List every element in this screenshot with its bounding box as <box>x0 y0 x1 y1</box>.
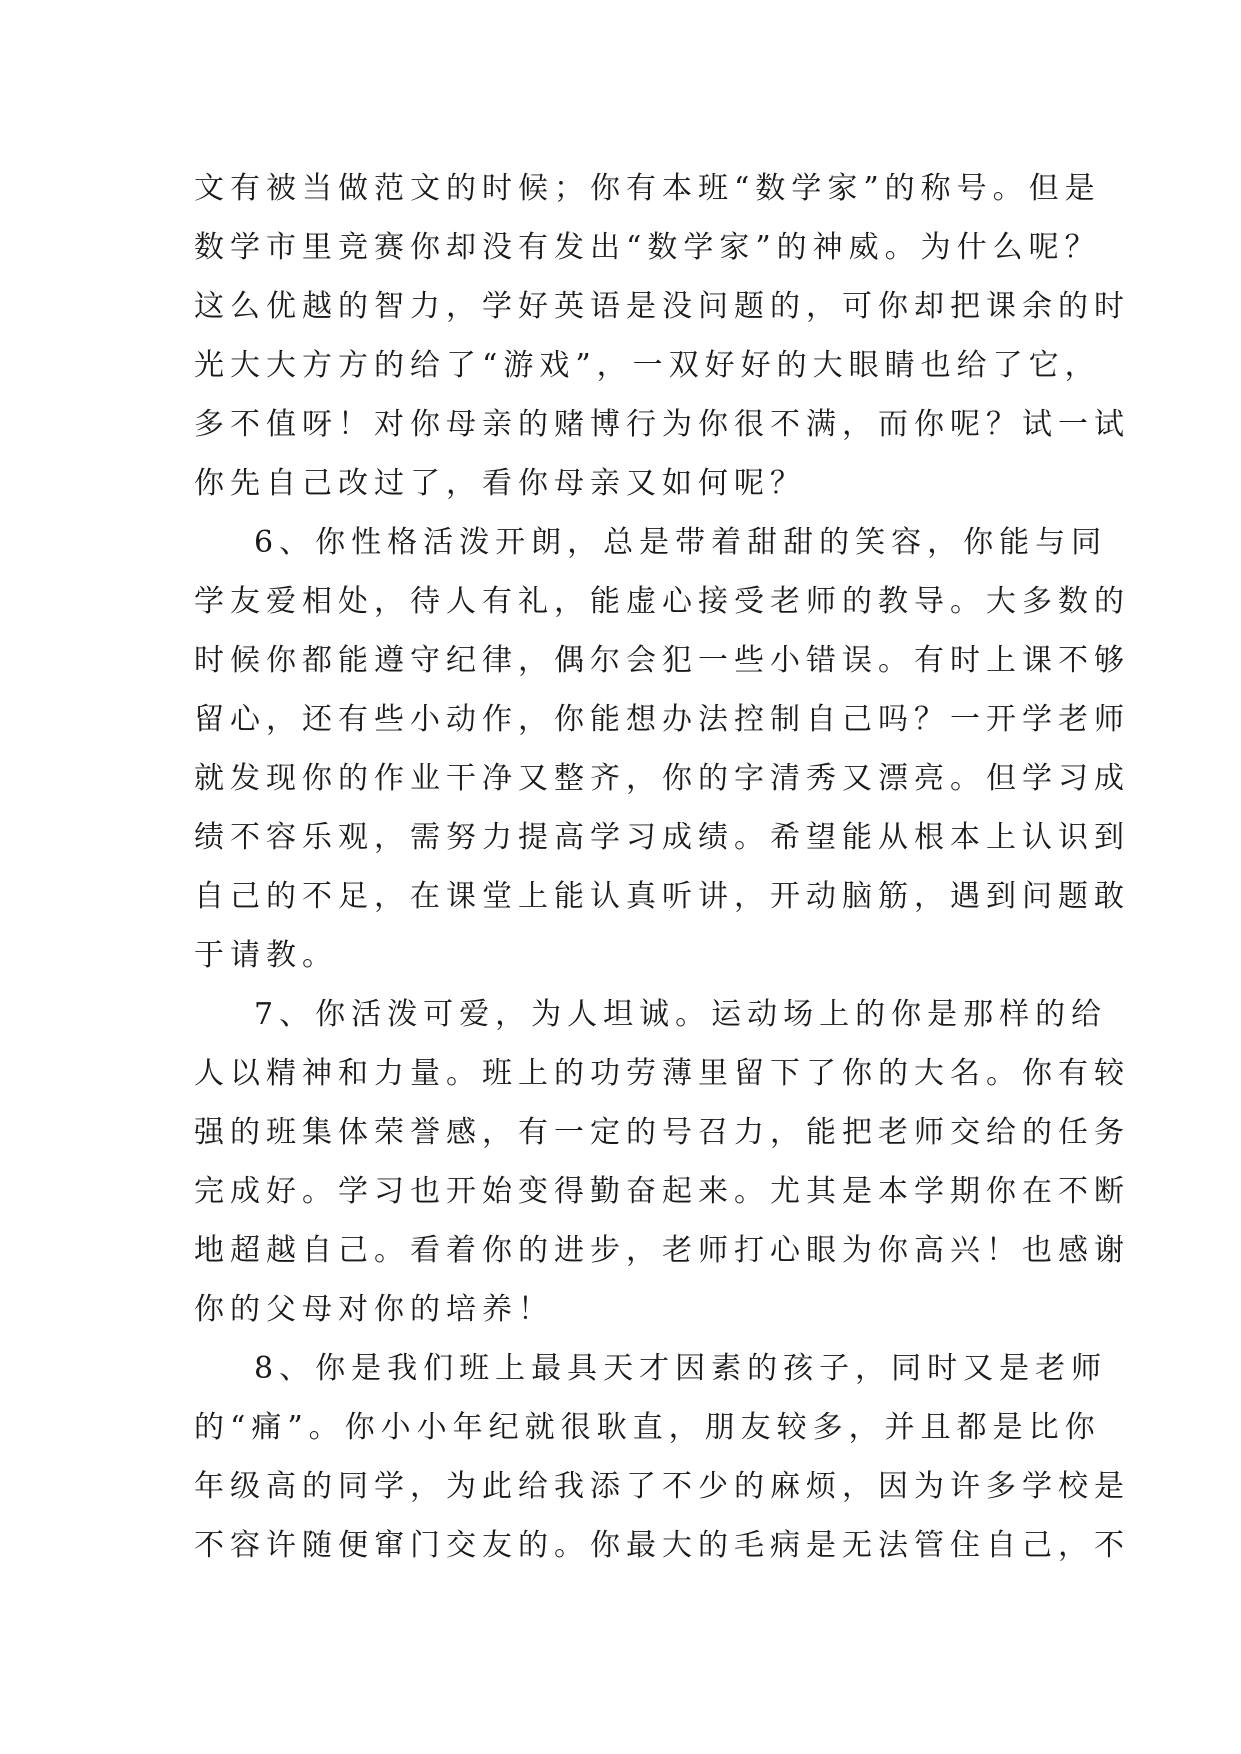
paragraph-start-8: 8、你是我们班上最具天才因素的孩子，同时又是老师 <box>254 1351 1108 1386</box>
text-line: 完成好。学习也开始变得勤奋起来。尤其是本学期你在不断 <box>194 1174 1130 1209</box>
text-line: 光大大方方的给了“游戏”，一双好好的大眼睛也给了它， <box>194 348 1101 383</box>
text-line: 学友爱相处，待人有礼，能虚心接受老师的教导。大多数的 <box>194 584 1130 619</box>
text-line: 的“痛”。你小小年纪就很耿直，朋友较多，并且都是比你 <box>194 1410 1101 1445</box>
text-line: 绩不容乐观，需努力提高学习成绩。希望能从根本上认识到 <box>194 820 1130 855</box>
paragraph-start-6: 6、你性格活泼开朗，总是带着甜甜的笑容，你能与同 <box>254 525 1108 560</box>
text-line: 地超越自己。看着你的进步，老师打心眼为你高兴！也感谢 <box>194 1233 1130 1268</box>
text-line: 人以精神和力量。班上的功劳薄里留下了你的大名。你有较 <box>194 1056 1130 1091</box>
text-line: 于请教。 <box>194 938 338 973</box>
text-line: 强的班集体荣誉感，有一定的号召力，能把老师交给的任务 <box>194 1115 1130 1150</box>
text-line: 留心，还有些小动作，你能想办法控制自己吗？一开学老师 <box>194 702 1130 737</box>
paragraph-start-7: 7、你活泼可爱，为人坦诚。运动场上的你是那样的给 <box>254 997 1108 1032</box>
text-line: 文有被当做范文的时候；你有本班“数学家”的称号。但是 <box>194 171 1101 206</box>
text-line: 就发现你的作业干净又整齐，你的字清秀又漂亮。但学习成 <box>194 761 1130 796</box>
text-line: 这么优越的智力，学好英语是没问题的，可你却把课余的时 <box>194 289 1130 324</box>
text-line: 年级高的同学，为此给我添了不少的麻烦，因为许多学校是 <box>194 1469 1130 1504</box>
text-line: 不容许随便窜门交友的。你最大的毛病是无法管住自己，不 <box>194 1528 1130 1563</box>
text-line: 多不值呀！对你母亲的赌博行为你很不满，而你呢？试一试 <box>194 407 1130 442</box>
text-line: 数学市里竞赛你却没有发出“数学家”的神威。为什么呢？ <box>194 230 1101 265</box>
text-line: 时候你都能遵守纪律，偶尔会犯一些小错误。有时上课不够 <box>194 643 1130 678</box>
text-line: 自己的不足，在课堂上能认真听讲，开动脑筋，遇到问题敢 <box>194 879 1130 914</box>
text-line: 你先自己改过了，看你母亲又如何呢？ <box>194 466 806 501</box>
text-line: 你的父母对你的培养！ <box>194 1292 554 1327</box>
